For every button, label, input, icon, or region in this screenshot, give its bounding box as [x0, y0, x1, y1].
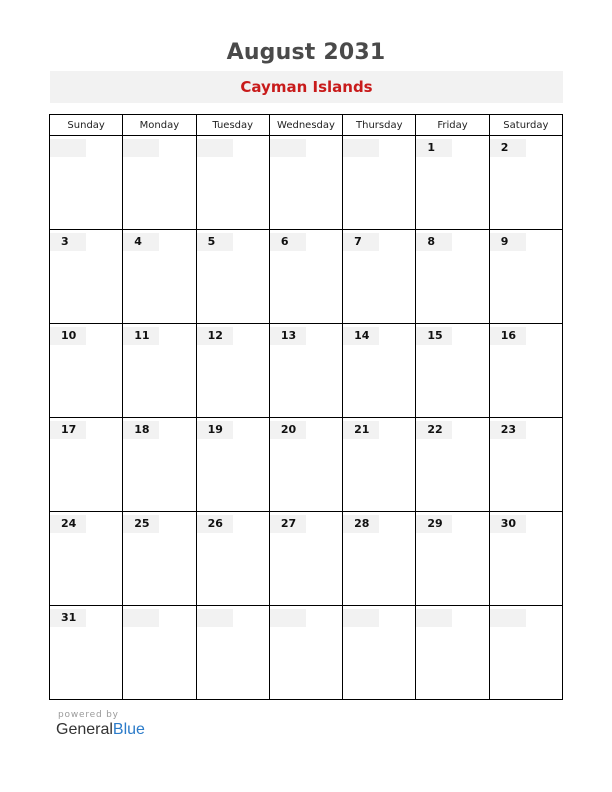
- region-banner: [50, 71, 563, 103]
- day-cell[interactable]: [489, 606, 562, 700]
- week-row: [50, 136, 563, 230]
- day-cell[interactable]: [196, 512, 269, 606]
- weekday-friday: Friday: [416, 115, 489, 136]
- day-number: 5: [197, 233, 233, 251]
- day-number: 7: [343, 233, 379, 251]
- day-cell[interactable]: [343, 606, 416, 700]
- day-number: 13: [270, 327, 306, 345]
- day-cell[interactable]: [196, 230, 269, 324]
- weekday-wednesday: Wednesday: [269, 115, 342, 136]
- day-cell[interactable]: [343, 230, 416, 324]
- day-cell[interactable]: [50, 512, 123, 606]
- day-cell[interactable]: [269, 324, 342, 418]
- day-number: 4: [123, 233, 159, 251]
- day-cell[interactable]: [489, 136, 562, 230]
- day-cell[interactable]: [123, 606, 196, 700]
- day-number: 27: [270, 515, 306, 533]
- day-cell[interactable]: [269, 418, 342, 512]
- weekday-saturday: Saturday: [489, 115, 562, 136]
- day-cell[interactable]: [50, 606, 123, 700]
- week-row: [50, 324, 563, 418]
- day-number: 2: [490, 139, 526, 157]
- week-row: [50, 230, 563, 324]
- day-number: 11: [123, 327, 159, 345]
- day-number: 16: [490, 327, 526, 345]
- day-number: [416, 609, 452, 627]
- day-number: 14: [343, 327, 379, 345]
- day-cell[interactable]: [416, 418, 489, 512]
- weekday-header-row: [50, 115, 563, 136]
- day-number: 1: [416, 139, 452, 157]
- day-number: [123, 609, 159, 627]
- day-number: 3: [50, 233, 86, 251]
- day-cell[interactable]: [123, 230, 196, 324]
- day-number: 29: [416, 515, 452, 533]
- week-row: [50, 512, 563, 606]
- day-number: 18: [123, 421, 159, 439]
- day-cell[interactable]: [123, 512, 196, 606]
- day-number: 25: [123, 515, 159, 533]
- day-cell[interactable]: [416, 230, 489, 324]
- day-cell[interactable]: [416, 606, 489, 700]
- day-number: 12: [197, 327, 233, 345]
- day-cell[interactable]: [269, 230, 342, 324]
- day-number: 20: [270, 421, 306, 439]
- day-cell[interactable]: [196, 324, 269, 418]
- weekday-sunday: Sunday: [50, 115, 123, 136]
- day-number: 21: [343, 421, 379, 439]
- day-number: 23: [490, 421, 526, 439]
- day-cell[interactable]: [416, 324, 489, 418]
- weekday-tuesday: Tuesday: [196, 115, 269, 136]
- day-cell[interactable]: [343, 324, 416, 418]
- day-number: [343, 139, 379, 157]
- calendar-grid: [49, 114, 563, 700]
- day-number: 31: [50, 609, 86, 627]
- week-row: [50, 606, 563, 700]
- day-number: [343, 609, 379, 627]
- day-number: [490, 609, 526, 627]
- day-number: 10: [50, 327, 86, 345]
- day-number: 6: [270, 233, 306, 251]
- day-cell[interactable]: [343, 418, 416, 512]
- day-cell[interactable]: [416, 512, 489, 606]
- day-cell[interactable]: [50, 230, 123, 324]
- day-number: [197, 609, 233, 627]
- day-number: 24: [50, 515, 86, 533]
- day-cell[interactable]: [196, 606, 269, 700]
- day-number: [270, 609, 306, 627]
- day-cell[interactable]: [269, 136, 342, 230]
- calendar-title: August 2031: [226, 40, 386, 65]
- day-cell[interactable]: [343, 136, 416, 230]
- day-number: 30: [490, 515, 526, 533]
- day-cell[interactable]: [416, 136, 489, 230]
- day-number: [197, 139, 233, 157]
- day-cell[interactable]: [123, 418, 196, 512]
- day-number: [50, 139, 86, 157]
- generalblue-logo[interactable]: [56, 721, 145, 739]
- day-number: 17: [50, 421, 86, 439]
- day-number: [270, 139, 306, 157]
- day-cell[interactable]: [50, 418, 123, 512]
- day-number: [123, 139, 159, 157]
- day-cell[interactable]: [123, 324, 196, 418]
- day-cell[interactable]: [269, 606, 342, 700]
- day-number: 28: [343, 515, 379, 533]
- weekday-monday: Monday: [123, 115, 196, 136]
- day-cell[interactable]: [196, 136, 269, 230]
- day-cell[interactable]: [343, 512, 416, 606]
- day-cell[interactable]: [489, 324, 562, 418]
- day-number: 22: [416, 421, 452, 439]
- day-number: 8: [416, 233, 452, 251]
- weekday-thursday: Thursday: [343, 115, 416, 136]
- day-cell[interactable]: [489, 230, 562, 324]
- day-number: 19: [197, 421, 233, 439]
- day-number: 9: [490, 233, 526, 251]
- day-cell[interactable]: [50, 136, 123, 230]
- day-cell[interactable]: [50, 324, 123, 418]
- day-cell[interactable]: [489, 512, 562, 606]
- day-number: 15: [416, 327, 452, 345]
- day-cell[interactable]: [489, 418, 562, 512]
- day-cell[interactable]: [123, 136, 196, 230]
- day-cell[interactable]: [269, 512, 342, 606]
- brand-blue-text: Blue: [112, 721, 145, 738]
- week-row: [50, 418, 563, 512]
- day-number: 26: [197, 515, 233, 533]
- region-name: Cayman Islands: [240, 78, 373, 96]
- powered-by-label: powered by: [58, 710, 119, 720]
- day-cell[interactable]: [196, 418, 269, 512]
- brand-general-text: General: [56, 721, 113, 738]
